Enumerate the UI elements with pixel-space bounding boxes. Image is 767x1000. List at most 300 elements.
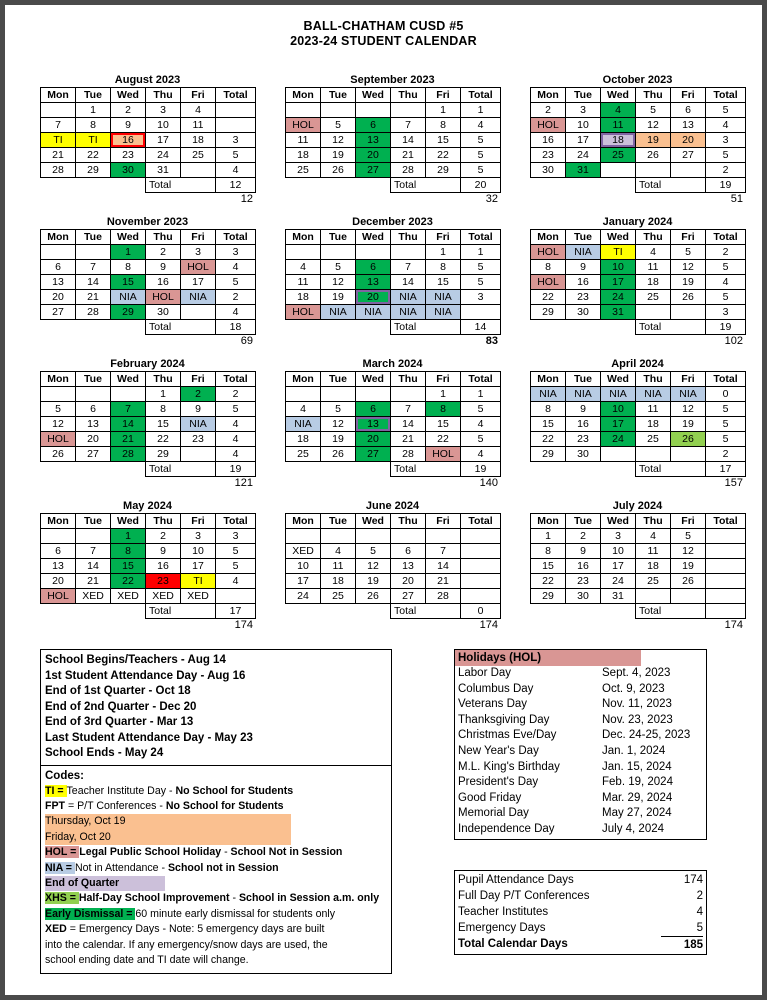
day-cell: 5	[321, 402, 356, 417]
day-header: Wed	[356, 372, 391, 387]
week-total-cell: 3	[706, 133, 746, 148]
day-cell: 11	[181, 118, 216, 133]
day-cell	[671, 589, 706, 604]
day-cell: 8	[531, 402, 566, 417]
key-dates-box	[40, 649, 392, 766]
spacer-cell	[601, 462, 636, 477]
day-cell: 6	[76, 402, 111, 417]
calendar-title: 2023-24 STUDENT CALENDAR	[290, 34, 477, 48]
day-cell: 27	[671, 148, 706, 163]
day-header: Tue	[76, 514, 111, 529]
week-total-cell	[461, 589, 501, 604]
month-total-label: Total	[391, 320, 461, 335]
day-header: Mon	[41, 514, 76, 529]
holiday-date: Jan. 15, 2024	[602, 760, 672, 773]
week-total-cell	[461, 305, 501, 320]
calendar-grid	[40, 73, 762, 632]
day-cell: 24	[601, 432, 636, 447]
week-total-cell: 5	[706, 103, 746, 118]
day-cell: 1	[111, 245, 146, 260]
spacer-cell	[601, 178, 636, 193]
day-cell: 25	[181, 148, 216, 163]
day-header: Total	[706, 372, 746, 387]
conference-day-swatch: Friday, Oct 20	[45, 830, 291, 845]
code-text: Half-Day School Improvement	[78, 892, 230, 905]
day-header: Thu	[146, 230, 181, 245]
day-cell: 28	[111, 447, 146, 462]
day-cell: 28	[391, 447, 426, 462]
day-cell: 21	[111, 432, 146, 447]
day-cell: 22	[426, 432, 461, 447]
day-cell: TI	[41, 133, 76, 148]
holiday-name: Thanksgiving Day	[458, 713, 550, 726]
month-title: May 2024	[123, 500, 172, 512]
day-header: Fri	[426, 88, 461, 103]
day-cell: 31	[601, 305, 636, 320]
week-total-cell: 4	[216, 417, 256, 432]
spacer-cell	[111, 320, 146, 335]
day-cell: HOL	[286, 118, 321, 133]
day-cell: 29	[531, 589, 566, 604]
day-cell: 27	[391, 589, 426, 604]
day-cell: 22	[111, 574, 146, 589]
day-header: Tue	[566, 230, 601, 245]
hol-code-swatch: HOL =	[45, 846, 80, 859]
week-total-cell: 0	[706, 387, 746, 402]
day-cell: 31	[566, 163, 601, 178]
nia-code-swatch: NIA =	[45, 861, 75, 874]
holiday-date: May 27, 2024	[602, 807, 672, 820]
day-header: Thu	[146, 514, 181, 529]
week-total-cell: 5	[706, 148, 746, 163]
spacer-cell	[601, 320, 636, 335]
spacer-cell	[41, 320, 76, 335]
day-cell: 13	[76, 417, 111, 432]
week-total-cell: 4	[216, 163, 256, 178]
day-cell: 8	[76, 118, 111, 133]
day-cell: 15	[531, 417, 566, 432]
day-cell: 8	[426, 118, 461, 133]
code-line	[45, 922, 391, 937]
month-total-label: Total	[146, 462, 216, 477]
week-total-cell: 5	[706, 432, 746, 447]
spacer-cell	[531, 178, 566, 193]
spacer-cell	[356, 604, 391, 619]
calendar-table-october-2023	[530, 87, 746, 193]
month-total-label: Total	[636, 178, 706, 193]
day-cell: 11	[636, 544, 671, 559]
day-cell: 13	[356, 133, 391, 148]
day-cell: 17	[286, 574, 321, 589]
day-cell: 4	[286, 402, 321, 417]
day-cell: 27	[356, 447, 391, 462]
day-cell: 8	[531, 260, 566, 275]
spacer-cell	[286, 462, 321, 477]
day-cell	[41, 529, 76, 544]
day-cell: TI	[181, 574, 216, 589]
summary-label: Pupil Attendance Days	[458, 873, 574, 886]
holiday-row	[455, 728, 706, 744]
cumulative-total: 174	[724, 619, 743, 631]
day-cell: 11	[636, 402, 671, 417]
week-total-cell: 3	[706, 305, 746, 320]
month-total-value: 0	[461, 604, 501, 619]
day-header: Fri	[671, 88, 706, 103]
spacer-cell	[321, 178, 356, 193]
code-line	[45, 891, 391, 906]
key-date-line: Last Student Attendance Day - May 23	[45, 731, 253, 744]
day-cell: NIA	[601, 387, 636, 402]
day-cell: 24	[566, 148, 601, 163]
day-cell: 26	[356, 589, 391, 604]
day-cell: 4	[636, 245, 671, 260]
district-title: BALL-CHATHAM CUSD #5	[303, 19, 464, 33]
day-header: Mon	[286, 230, 321, 245]
holiday-date: Dec. 24-25, 2023	[602, 729, 691, 742]
month-total-label: Total	[146, 320, 216, 335]
code-text: -	[221, 846, 231, 859]
day-header: Total	[461, 372, 501, 387]
day-cell: 11	[321, 559, 356, 574]
code-text: = P/T Conferences -	[65, 799, 166, 812]
day-cell: 18	[636, 417, 671, 432]
day-cell: 19	[671, 417, 706, 432]
conference-day-swatch: Thursday, Oct 19	[45, 814, 291, 829]
day-cell: 5	[671, 529, 706, 544]
day-cell	[41, 245, 76, 260]
day-cell: 16	[566, 275, 601, 290]
day-cell: NIA	[356, 305, 391, 320]
day-cell: 23	[181, 432, 216, 447]
week-total-cell: 4	[706, 275, 746, 290]
day-cell: XED	[286, 544, 321, 559]
day-header: Tue	[566, 514, 601, 529]
day-cell: 26	[321, 163, 356, 178]
day-cell: 31	[601, 589, 636, 604]
holiday-row	[455, 806, 706, 822]
day-header: Fri	[181, 372, 216, 387]
day-cell: 16	[566, 417, 601, 432]
day-header: Tue	[76, 88, 111, 103]
day-cell: 12	[671, 544, 706, 559]
day-cell: 5	[636, 103, 671, 118]
day-cell: NIA	[426, 305, 461, 320]
day-cell: 22	[531, 290, 566, 305]
day-cell: 18	[286, 290, 321, 305]
code-line	[45, 938, 391, 953]
day-cell	[356, 529, 391, 544]
day-cell: 10	[146, 118, 181, 133]
holiday-date: Nov. 11, 2023	[602, 698, 672, 711]
day-header: Thu	[391, 230, 426, 245]
day-cell: 19	[321, 290, 356, 305]
cumulative-total: 140	[479, 477, 498, 489]
day-cell: 7	[111, 402, 146, 417]
day-cell: 9	[566, 402, 601, 417]
day-cell: 15	[426, 417, 461, 432]
day-cell: 11	[286, 133, 321, 148]
summary-row	[458, 920, 703, 936]
day-cell: 15	[531, 559, 566, 574]
code-text: FPT	[45, 799, 66, 812]
cumulative-total: 174	[234, 619, 253, 631]
day-cell: 12	[321, 275, 356, 290]
day-header: Fri	[181, 230, 216, 245]
week-total-cell: 3	[216, 133, 256, 148]
day-cell: NIA	[181, 417, 216, 432]
day-cell: 21	[391, 148, 426, 163]
day-header: Thu	[146, 372, 181, 387]
day-cell: 12	[356, 559, 391, 574]
calendar-table-may-2024	[40, 513, 256, 619]
day-header: Wed	[111, 230, 146, 245]
week-total-cell: 5	[461, 133, 501, 148]
day-cell: 7	[41, 118, 76, 133]
day-cell: 8	[146, 402, 181, 417]
day-cell: 9	[146, 544, 181, 559]
code-text: No School for Students	[165, 799, 284, 812]
day-cell: HOL	[181, 260, 216, 275]
day-cell: 13	[356, 275, 391, 290]
spacer-cell	[531, 320, 566, 335]
day-header: Mon	[531, 88, 566, 103]
day-cell: 20	[356, 290, 391, 305]
week-total-cell: 5	[461, 402, 501, 417]
week-total-cell: 2	[216, 387, 256, 402]
day-cell: 17	[566, 133, 601, 148]
day-cell: 10	[286, 559, 321, 574]
day-cell: 26	[636, 148, 671, 163]
week-total-cell: 1	[461, 103, 501, 118]
spacer-cell	[41, 604, 76, 619]
day-header: Mon	[531, 514, 566, 529]
month-january-2024	[530, 215, 745, 348]
holiday-name: M.L. King's Birthday	[458, 760, 560, 773]
month-october-2023	[530, 73, 745, 206]
month-title: February 2024	[110, 358, 185, 370]
month-title: January 2024	[602, 216, 673, 228]
day-header: Thu	[636, 514, 671, 529]
day-cell: 24	[601, 574, 636, 589]
day-cell: 18	[636, 275, 671, 290]
day-cell: 5	[356, 544, 391, 559]
cumulative-total: 102	[724, 335, 743, 347]
day-cell: 3	[601, 529, 636, 544]
week-total-cell	[461, 559, 501, 574]
cumulative-total: 69	[240, 335, 253, 347]
day-cell: 22	[426, 148, 461, 163]
day-cell	[286, 529, 321, 544]
day-cell: 24	[146, 148, 181, 163]
day-cell: 3	[566, 103, 601, 118]
day-header: Fri	[426, 514, 461, 529]
holiday-name: Christmas Eve/Day	[458, 729, 557, 742]
summary-value: 174	[683, 873, 703, 886]
day-header: Total	[461, 88, 501, 103]
summary-rows	[458, 872, 703, 953]
day-cell: 19	[321, 148, 356, 163]
day-cell: 20	[671, 133, 706, 148]
day-cell: 28	[76, 305, 111, 320]
day-header: Mon	[531, 230, 566, 245]
day-cell: 20	[356, 432, 391, 447]
day-cell: HOL	[41, 589, 76, 604]
day-cell: HOL	[531, 275, 566, 290]
cumulative-total: 51	[730, 193, 743, 205]
day-header: Wed	[356, 514, 391, 529]
week-total-cell: 1	[461, 387, 501, 402]
day-cell: 15	[111, 559, 146, 574]
day-cell	[356, 245, 391, 260]
day-cell: HOL	[146, 290, 181, 305]
legend-right-column	[454, 649, 707, 974]
day-cell: 1	[146, 387, 181, 402]
spacer-cell	[566, 604, 601, 619]
week-total-cell	[461, 529, 501, 544]
day-cell: 6	[41, 260, 76, 275]
holiday-name: Memorial Day	[458, 807, 529, 820]
month-title: September 2023	[350, 74, 435, 86]
day-cell: NIA	[111, 290, 146, 305]
day-cell: 21	[76, 290, 111, 305]
day-cell: 3	[181, 245, 216, 260]
holiday-row	[455, 822, 706, 838]
spacer-cell	[76, 462, 111, 477]
day-cell	[356, 103, 391, 118]
week-total-cell	[216, 589, 256, 604]
day-cell: 19	[636, 133, 671, 148]
day-header: Total	[706, 88, 746, 103]
week-total-cell	[461, 574, 501, 589]
day-cell: 29	[76, 163, 111, 178]
day-cell	[636, 163, 671, 178]
legend-section	[40, 649, 762, 974]
day-cell: 18	[181, 133, 216, 148]
day-cell: NIA	[391, 305, 426, 320]
day-cell: 12	[636, 118, 671, 133]
holiday-date: Sept. 4, 2023	[602, 667, 671, 679]
day-cell: 4	[601, 103, 636, 118]
day-header: Mon	[286, 88, 321, 103]
summary-row	[458, 936, 703, 953]
spacer-cell	[321, 462, 356, 477]
month-april-2024	[530, 357, 745, 490]
day-cell: 30	[566, 447, 601, 462]
day-cell: 3	[146, 103, 181, 118]
calendar-table-september-2023	[285, 87, 501, 193]
day-cell	[321, 387, 356, 402]
day-cell: 22	[76, 148, 111, 163]
day-header: Mon	[531, 372, 566, 387]
day-cell: 11	[636, 260, 671, 275]
day-header: Fri	[181, 88, 216, 103]
day-cell	[41, 103, 76, 118]
day-cell: 16	[146, 559, 181, 574]
day-cell: 20	[41, 574, 76, 589]
week-total-cell: 2	[216, 290, 256, 305]
week-total-cell: 4	[461, 118, 501, 133]
day-header: Mon	[41, 230, 76, 245]
day-cell	[321, 103, 356, 118]
day-cell: 27	[356, 163, 391, 178]
holiday-date: Oct. 9, 2023	[602, 682, 665, 695]
key-date-line: End of 2nd Quarter - Dec 20	[45, 700, 197, 713]
day-cell: NIA	[426, 290, 461, 305]
day-cell: 7	[76, 544, 111, 559]
holiday-row	[455, 791, 706, 807]
month-july-2024	[530, 499, 745, 632]
day-header: Tue	[76, 230, 111, 245]
day-cell: 12	[41, 417, 76, 432]
day-cell: 10	[601, 544, 636, 559]
key-date-line: End of 3rd Quarter - Mar 13	[45, 716, 194, 728]
day-cell: 2	[531, 103, 566, 118]
code-line	[45, 953, 391, 968]
day-cell: 28	[426, 589, 461, 604]
day-cell: 5	[321, 260, 356, 275]
day-cell: 18	[321, 574, 356, 589]
day-cell: 21	[41, 148, 76, 163]
day-cell: 5	[671, 245, 706, 260]
day-header: Thu	[146, 88, 181, 103]
calendar-table-december-2023	[285, 229, 501, 335]
summary-value: 5	[696, 921, 703, 934]
day-cell: NIA	[566, 245, 601, 260]
spacer-cell	[321, 320, 356, 335]
day-header: Tue	[321, 372, 356, 387]
day-cell: 11	[286, 275, 321, 290]
day-header: Thu	[391, 372, 426, 387]
codes-lines	[45, 784, 391, 969]
day-cell: 30	[566, 589, 601, 604]
day-cell: 29	[111, 305, 146, 320]
holiday-rows	[455, 666, 706, 838]
day-cell	[181, 305, 216, 320]
day-header: Total	[216, 372, 256, 387]
month-title: July 2024	[612, 500, 663, 512]
xhs-code-swatch: XHS =	[45, 892, 79, 905]
week-total-cell: 1	[461, 245, 501, 260]
spacer-cell	[76, 604, 111, 619]
day-cell: 17	[181, 559, 216, 574]
summary-value: 185	[661, 936, 703, 953]
day-cell: 9	[111, 118, 146, 133]
key-date-line: School Begins/Teachers - Aug 14	[45, 654, 226, 666]
day-cell: 25	[286, 447, 321, 462]
day-cell	[391, 103, 426, 118]
day-header: Tue	[321, 230, 356, 245]
code-line	[45, 876, 391, 891]
spacer-cell	[601, 604, 636, 619]
month-august-2023	[40, 73, 255, 206]
day-header: Thu	[391, 88, 426, 103]
day-header: Total	[706, 230, 746, 245]
spacer-cell	[286, 178, 321, 193]
week-total-cell	[706, 544, 746, 559]
codes-heading: Codes:	[45, 769, 84, 782]
week-total-cell: 5	[706, 402, 746, 417]
day-cell: 1	[426, 245, 461, 260]
day-cell: TI	[601, 245, 636, 260]
day-cell	[181, 447, 216, 462]
day-cell: 17	[181, 275, 216, 290]
code-line	[45, 784, 391, 799]
calendar-table-november-2023	[40, 229, 256, 335]
day-cell: 21	[76, 574, 111, 589]
month-total-label: Total	[391, 604, 461, 619]
day-cell	[41, 387, 76, 402]
month-june-2024	[285, 499, 500, 632]
